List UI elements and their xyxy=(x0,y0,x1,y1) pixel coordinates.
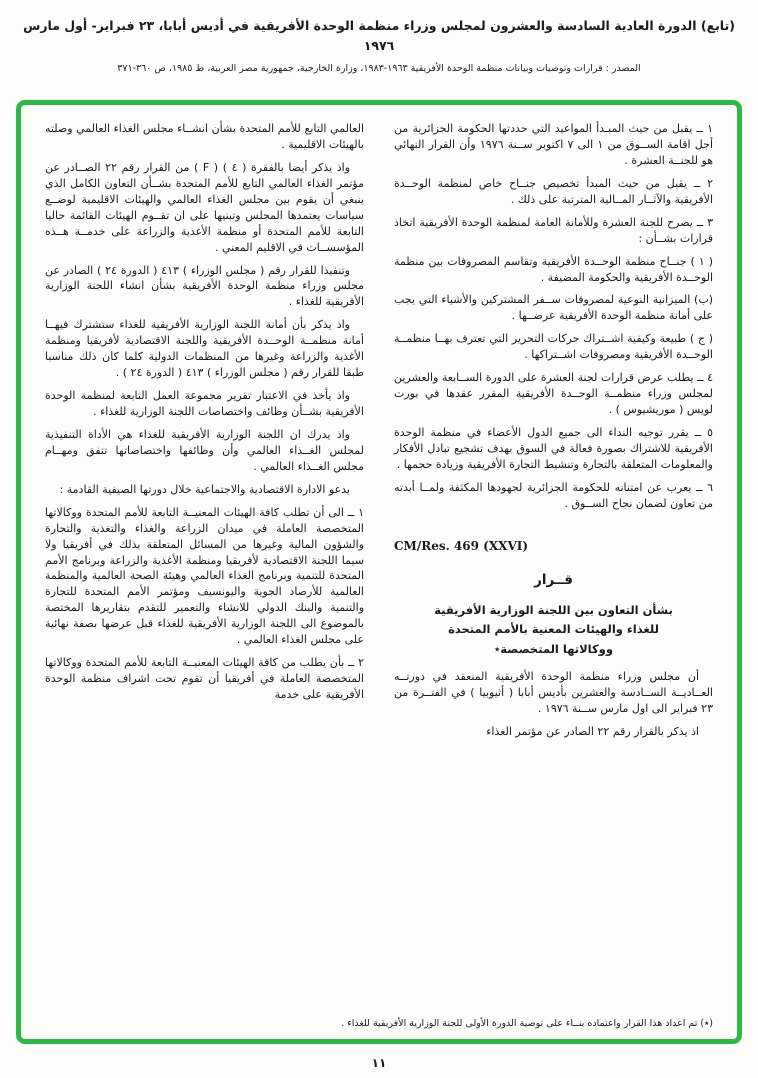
paragraph: ٢ ــ بأن يطلب من كافة الهيئات المعنيــة التابعة للأمم المتحدة ووكالاتها المتخصصة العاملة في أفريقيا أن تقوم تحت اشراف منظمة الوحدة الأفريقية على خدمة xyxy=(45,656,364,701)
header-session-title: (تابع) الدورة العادية السادسة والعشرون لمجلس وزراء منظمة الوحدة الأفريقية في أديس أبابا، ٢٣ فبراير- أول مارس ١٩٧٦ xyxy=(23,18,735,53)
paragraph: أن مجلس وزراء منظمة الوحدة الأفريقية المنعقد في دورتــه العــاديــة الســادسة والعشرين بأديس أبابا ( أثيوبيا ) في الفتــرة من ٢٣ فبراير الى اول مارس ســنة ١٩٧٦ . xyxy=(394,670,713,716)
paragraph: يدعو الادارة الاقتصادية والاجتماعية خلال دورتها الصيفية القادمة : xyxy=(59,482,350,496)
resolution-title: قــرار xyxy=(534,572,573,589)
paragraph: ٤ ــ يطلب عرض قرارات لجنة العشرة على الدورة الســابعة والعشرين لمجلس وزراء منظمــة الوحــدة الأفريقية المقرر عقدها في بورت لويس ( موريشيوس ) . xyxy=(394,371,713,417)
paragraph: ٢ ــ يقبل من حيث المبدأ تخصيص جنــاح خاص لمنظمة الوحــدة الأفريقية والآثــار المــالية المترتبة على ذلك . xyxy=(394,176,713,206)
paragraph: العالمي التابع للأمم المتحدة بشأن انشــاء مجلس الغذاء العالمي وصلته بالهيئات الاقليمية . xyxy=(45,122,364,151)
paragraph: ٣ ــ يصرح للجنة العشرة وللأمانة العامة لمنظمة الوحدة الأفريقية اتخاذ قرارات بشــأن : xyxy=(394,215,713,245)
right-column xyxy=(394,121,713,1008)
paragraph: واذ يذكر أيضا بالفقرة ( ٤ ) ( F ) من القرار رقم ٢٢ الصــادر عن مؤتمر الغذاء العالمي التابع للأمم المتحدة بشــأن التعاون الكامل الذي ينبغي أن يقوم بين مجلس الغذاء العالمي والهيئات الاقليمية لوضــع سياسات يعتمدها المجلس وتبنيها على ان تقــوم الهيئات القائمة حاليا التابعة للأمم المتحدة أو منظمة الأغذية والزراعة على خدمــة هــذه المؤسســات في الاقليم المعني . xyxy=(45,160,364,254)
paragraph: (ب) الميزانية النوعية لمصروفات ســفر المشتركين والأشياء التي يجب على أمانة منظمة الوحدة الأفريقية عرضــها . xyxy=(394,293,713,323)
paragraph: ( ج ) طبيعة وكيفية اشــتراك حركات التحرير التي تعترف بهــا منظمــة الوحــدة الأفريقية ومصروفات اشــتراكها . xyxy=(394,332,713,362)
paragraph: ( ١ ) جنــاح منظمة الوحــدة الأفريقية وتقاسم المصروفات بين منظمة الوحــدة الأفريقية والحكومة المضيفة . xyxy=(394,254,713,284)
paragraph: ٥ ــ يقرر توجيه النداء الى جميع الدول الأعضاء في منظمة الوحدة الأفريقية للاشتراك بصورة فعالة في السوق بهدف تشجيع تبادل الأفكار والمعلومات المتعلقة بالتجارة وتنشيط التجارة الأفريقية وزيادة حجمها . xyxy=(394,426,713,471)
paragraph: ١ ــ الى أن تطلب كافة الهيئات المعنيــة التابعة للأمم المتحدة ووكالاتها المتخصصة العاملة في ميدان الزراعة والغذاء والتغذية والتجارة والشؤون المالية وغيرها من المسائل المتعلقة بذلك في أفريقيا ولا سيما اللجنة الاقتصادية لأفريقيا ومنظمة الأغذية والزراعة وبرنامج الأمم المتحدة للتنمية وبرنامج الغذاء العالمي وهيئة الصحة العالمية والمنظمة العالمية للأرصاد الجوية واليونسيف ومؤتمر الأمم المتحدة للتجارة والتنمية والبنك الدولي للانشاء والتعمير للتقدم بتقاريرها المختصة بالموضوع الى اللجنة الوزارية الأفريقية للغذاء قبل عرضها بصفة نهائية على مجلس الغذاء العالمي . xyxy=(45,505,364,647)
resolution-subtitle-line: للغذاء والهيئات المعنية بالأمم المتحدة xyxy=(448,622,659,637)
paragraph: واذ يأخذ في الاعتبار تقرير مجموعة العمل التابعة لمنظمة الوحدة الأفريقية بشــأن وظائف واختصاصات اللجنة الوزارية للغذاء . xyxy=(45,389,364,418)
resolution-number: CM/Res. 469 (XXVI) xyxy=(394,538,529,553)
footnote: (٭) تم اعداد هذا القرار واعتماده بنــاء على توصية الدورة الأولى للجنة الوزارية الأفريقية للغذاء . xyxy=(341,1018,713,1029)
resolution-subtitle-line: ووكالاتها المتخصصة٭ xyxy=(494,641,613,656)
paragraph: واذ يدرك ان اللجنة الوزارية الأفريقية للغذاء هي الأداة التنفيذية لمجلس الغــذاء العالمي وأن وظائفها واختصاصاتها تتفق ومهــام مجلس الغــذاء العالمي . xyxy=(45,427,364,473)
paragraph: ٦ ــ يعرب عن امتنانه للحكومة الجزائرية لجهودها المكثفة ولمــا أبدته من تعاون لضمان نجاح الســوق . xyxy=(394,480,713,510)
page-header xyxy=(0,0,758,76)
resolution-subtitle-line: بشأن التعاون بين اللجنة الوزارية الأفريقية xyxy=(434,602,673,617)
spacer xyxy=(394,659,713,669)
two-column-layout xyxy=(21,105,737,1014)
paragraph: اذ يذكر بالقرار رقم ٢٢ الصادر عن مؤتمر الغذاء xyxy=(486,725,699,739)
page-number: ١١ xyxy=(371,1056,387,1070)
content-border-box xyxy=(16,100,742,1044)
paragraph: واذ يذكر بأن أمانة اللجنة الوزارية الأفريقية للغذاء ستشترك فيهــا أمانة منظمــة الوحــدة الأفريقية واللجنة الاقتصادية لأفريقيا ومنظمة الأغذية والزراعة وغيرها من المنظمات الدولية كلما كان ذلك مناسبا طبقا للقرار رقم ( مجلس الوزراء ) ٤١٣ ( الدورة ٢٤ ) . xyxy=(45,318,364,380)
left-column xyxy=(45,121,364,1008)
paragraph: وتنفيذا للقرار رقم ( مجلس الوزراء ) ٤١٣ ( الدورة ٢٤ ) الصادر عن مجلس وزراء منظمة الوحدة الأفريقية بشأن انشاء اللجنة الوزارية الأفريقية للغذاء . xyxy=(45,263,364,309)
paragraph: ١ ــ يقبل من حيث المبـدأ المواعيد التي حددتها الحكومة الجزائرية من أجل اقامة الســوق من ١ الى ٧ اكتوبر ســنة ١٩٧٦ وأن القرار النهائي هو للجنــة العشرة . xyxy=(394,122,713,167)
header-source-line: المصدر : قرارات وتوصيات وبيانات منظمة الوحدة الأفريقية ١٩٦٣-١٩٨٣، وزارة الخارجية، جمهورية مصر العربية، ط ١٩٨٥، ص ٣٦٠-٣٧١ xyxy=(117,63,641,74)
